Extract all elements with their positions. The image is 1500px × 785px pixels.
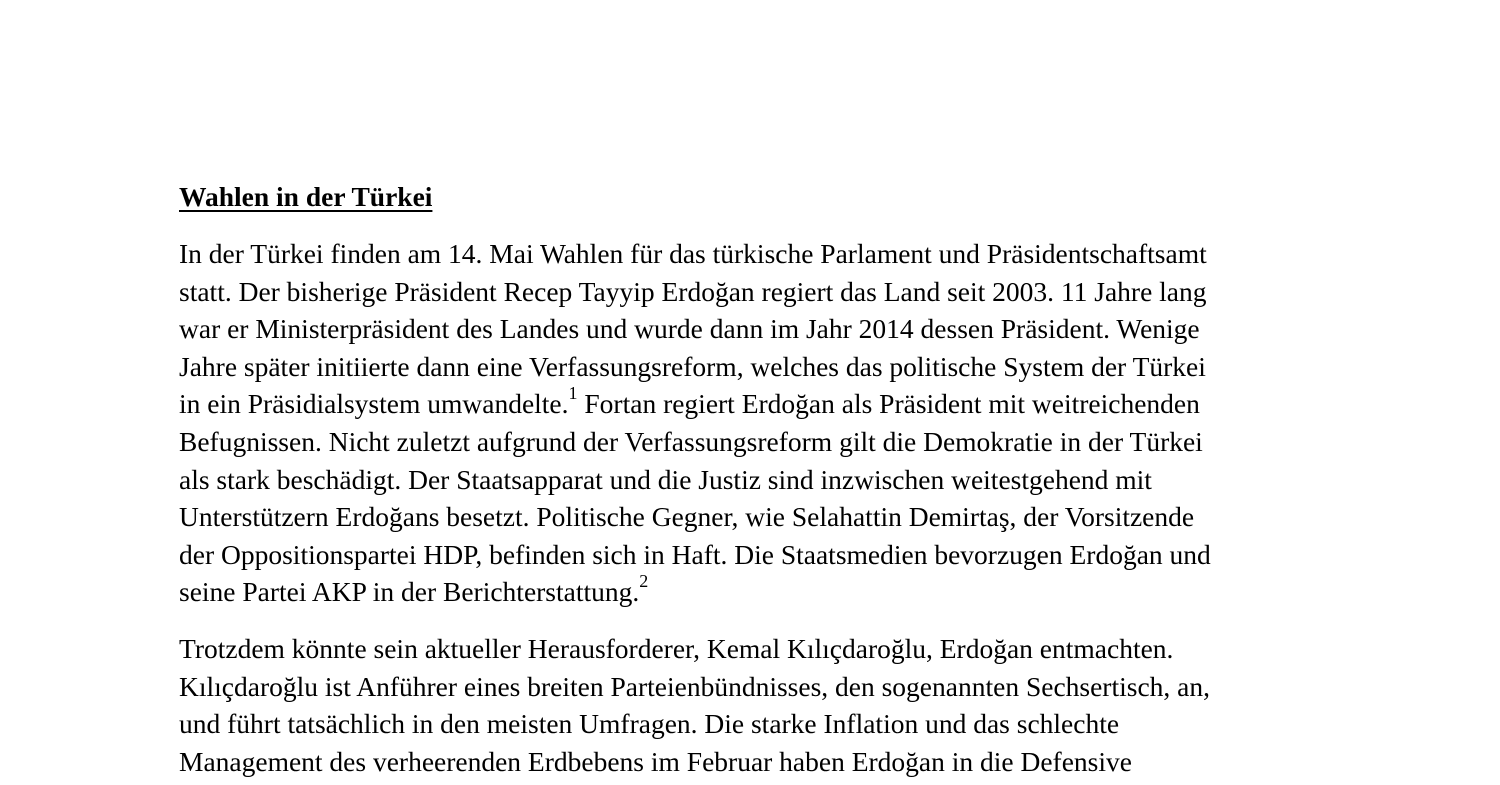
footnote-marker-2[interactable]: 2 bbox=[639, 571, 649, 592]
text-line: Trotzdem könnte sein aktueller Herausforderer, Kemal Kılıçdaroğlu, Erdoğan entmachten. bbox=[179, 632, 1174, 664]
paragraph-1 bbox=[179, 235, 1339, 611]
text-line: Kılıçdaroğlu ist Anführer eines breiten Parteienbündnisses, den sogenannten Sechsertisch, an, bbox=[179, 670, 1210, 702]
text-line: Jahre später initiierte dann eine Verfassungsreform, welches das politische System der Türkei bbox=[179, 350, 1206, 382]
text-line: Unterstützern Erdoğans besetzt. Politische Gegner, wie Selahattin Demirtaş, der Vorsitzende bbox=[179, 501, 1195, 533]
text-line: war er Ministerpräsident des Landes und wurde dann im Jahr 2014 dessen Präsident. Wenige bbox=[179, 313, 1200, 345]
footnote-marker-1[interactable]: 1 bbox=[568, 383, 578, 404]
text-line: als stark beschädigt. Der Staatsapparat und die Justiz sind inzwischen weitestgehend mit bbox=[179, 463, 1152, 495]
text-line bbox=[179, 573, 1339, 611]
paragraph-2 bbox=[179, 630, 1339, 780]
document-title: Wahlen in der Türkei bbox=[179, 181, 433, 212]
text-line: In der Türkei finden am 14. Mai Wahlen für das türkische Parlament und Präsidentschaftsamt bbox=[179, 238, 1207, 269]
text-line: statt. Der bisherige Präsident Recep Tayyip Erdoğan regiert das Land seit 2003. 11 Jahre lang bbox=[179, 275, 1207, 307]
text-line: Management des verheerenden Erdbebens im Februar haben Erdoğan in die Defensive bbox=[179, 745, 1132, 777]
text-line: und führt tatsächlich in den meisten Umfragen. Die starke Inflation und das schlechte bbox=[179, 708, 1120, 740]
text-line: der Oppositionspartei HDP, befinden sich in Haft. Die Staatsmedien bevorzugen Erdoğan und bbox=[179, 538, 1211, 570]
document-body bbox=[179, 178, 1339, 785]
line-text: Fortan regiert Erdoğan als Präsident mit weitreichenden bbox=[577, 388, 1200, 420]
line-text: in ein Präsidialsystem umwandelte. bbox=[179, 388, 569, 420]
text-line: Befugnissen. Nicht zuletzt aufgrund der Verfassungsreform gilt die Demokratie in der Türkei bbox=[179, 425, 1203, 457]
text-line bbox=[179, 385, 1339, 423]
line-text: seine Partei AKP in der Berichterstattung. bbox=[179, 576, 640, 608]
